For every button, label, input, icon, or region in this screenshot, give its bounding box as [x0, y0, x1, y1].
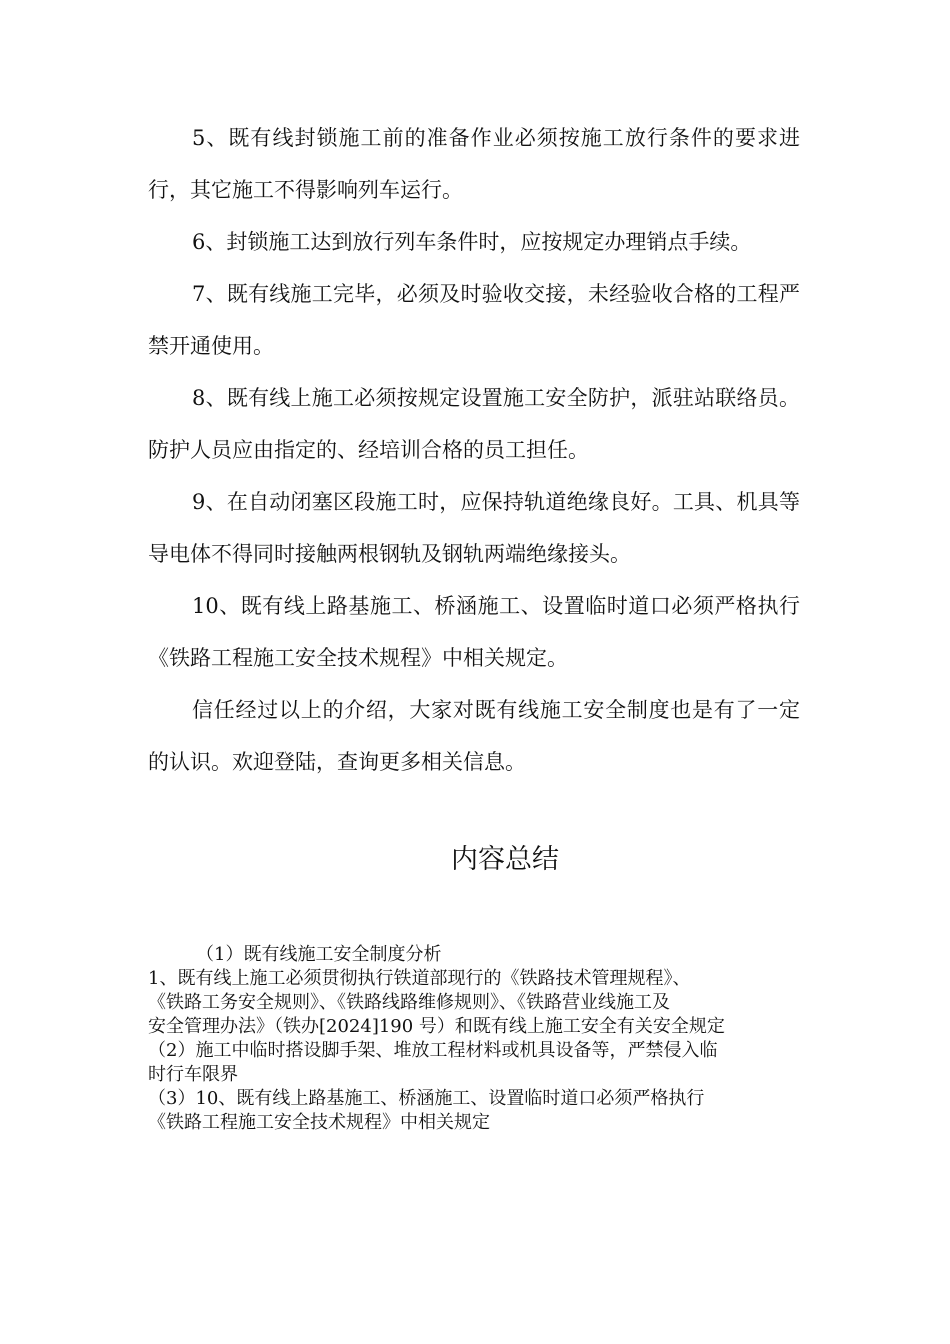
summary-line: 《铁路工务安全规则》、《铁路线路维修规则》、《铁路营业线施工及	[148, 992, 670, 1013]
paragraph-10: 10、既有线上路基施工、桥涵施工、设置临时道口必须严格执行《铁路工程施工安全技术规程》中相关规定。	[148, 594, 800, 670]
paragraph-5: 5、既有线封锁施工前的准备作业必须按施工放行条件的要求进行，其它施工不得影响列车运行。	[148, 126, 800, 202]
summary-line: 1、既有线上施工必须贯彻执行铁道部现行的《铁路技术管理规程》、	[148, 968, 691, 989]
summary-line: 《铁路工程施工安全技术规程》中相关规定	[148, 1112, 490, 1133]
closing-paragraph: 信任经过以上的介绍，大家对既有线施工安全制度也是有了一定的认识。欢迎登陆，查询更多相关信息。	[148, 698, 800, 774]
paragraph-6: 6、封锁施工达到放行列车条件时，应按规定办理销点手续。	[192, 230, 752, 254]
paragraph-7: 7、既有线施工完毕，必须及时验收交接，未经验收合格的工程严禁开通使用。	[148, 282, 800, 358]
summary-line: （2）施工中临时搭设脚手架、堆放工程材料或机具设备等，严禁侵入临	[148, 1040, 718, 1061]
summary-line: 时行车限界	[148, 1064, 238, 1085]
summary-line: 安全管理办法》（铁办[2024]190 号）和既有线上施工安全有关安全规定	[148, 1016, 725, 1037]
paragraph-8: 8、既有线上施工必须按规定设置施工安全防护，派驻站联络员。防护人员应由指定的、经培训合格的员工担任。	[148, 386, 800, 462]
summary-line: （3）10、既有线上路基施工、桥涵施工、设置临时道口必须严格执行	[148, 1088, 705, 1109]
body-text	[148, 112, 800, 788]
summary-title: 内容总结	[451, 844, 559, 875]
summary-line: （1）既有线施工安全制度分析	[196, 944, 442, 965]
paragraph-9: 9、在自动闭塞区段施工时，应保持轨道绝缘良好。工具、机具等导电体不得同时接触两根钢轨及钢轨两端绝缘接头。	[148, 490, 800, 566]
summary-block	[148, 943, 808, 1135]
